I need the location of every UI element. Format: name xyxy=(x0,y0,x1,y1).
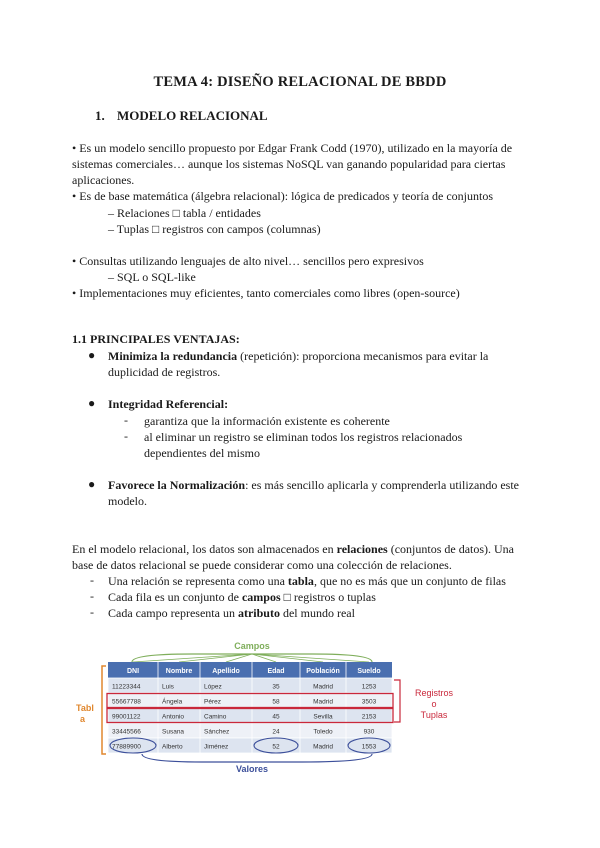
table-cell: Madrid xyxy=(313,743,333,751)
sub-item-continuation: dependientes del mismo xyxy=(144,446,260,460)
bold-term: campos xyxy=(241,590,281,604)
table-cell: 1253 xyxy=(361,683,377,691)
section-title: MODELO RELACIONAL xyxy=(117,108,268,123)
label-tabla: Tabl xyxy=(76,703,94,713)
text-run: □ registros o tuplas xyxy=(280,590,376,604)
text-run: (conjuntos de datos). Una xyxy=(387,542,515,556)
table-row xyxy=(108,708,392,723)
dash-icon: - xyxy=(90,605,94,619)
list-item-continuation: modelo. xyxy=(108,494,147,508)
table-cell: 35 xyxy=(272,683,280,691)
list-item-continuation: duplicidad de registros. xyxy=(108,365,221,379)
table-header-cell: Nombre xyxy=(165,668,193,675)
paragraph-line: • Es un modelo sencillo propuesto por Edgar Frank Codd (1970), utilizado en la mayoría de xyxy=(72,141,513,155)
table-row xyxy=(108,678,392,693)
table-cell: Madrid xyxy=(313,683,333,691)
paragraph-line: – Relaciones □ tabla / entidades xyxy=(108,206,261,220)
table-cell: 99001122 xyxy=(112,713,141,721)
bold-term: tabla xyxy=(287,574,314,588)
table-cell: 52 xyxy=(272,743,280,751)
label-campos: Campos xyxy=(234,641,270,651)
paragraph-line: • Es de base matemática (álgebra relacional): lógica de predicados y teoría de conjuntos xyxy=(72,189,494,203)
table-header-bg xyxy=(108,662,392,678)
section-number: 1. xyxy=(95,108,105,123)
valores-bracket xyxy=(142,754,372,762)
table-cell: 45 xyxy=(272,713,280,721)
table-header-cell: Apellido xyxy=(212,668,240,675)
list-item-minimiza xyxy=(108,348,488,364)
text-run: Cada campo representa un xyxy=(108,606,238,620)
bullet-icon: ● xyxy=(88,348,96,362)
list-item-normalizacion xyxy=(108,477,519,493)
table-cell: Pérez xyxy=(204,698,221,706)
table-row xyxy=(108,693,392,708)
registros-bracket xyxy=(394,680,400,722)
subsection-heading: 1.1 PRINCIPALES VENTAJAS: xyxy=(72,332,240,346)
table-cell: 2153 xyxy=(361,713,377,721)
table-cell: Luis xyxy=(162,683,174,691)
text-run: Cada fila es un conjunto de xyxy=(108,590,242,604)
table-header-cell: Sueldo xyxy=(357,668,381,675)
bold-term: atributo xyxy=(237,606,280,620)
text-run: , que no es más que un conjunto de filas xyxy=(313,574,506,588)
dash-icon: - xyxy=(124,413,128,427)
bullet-icon: ● xyxy=(88,396,96,410)
table-cell: 3503 xyxy=(361,698,377,706)
text-run: Una relación se representa como una xyxy=(108,574,288,588)
paragraph-line xyxy=(72,541,514,557)
table-cell: Camino xyxy=(204,713,227,721)
table-cell: 33445566 xyxy=(112,728,141,736)
paragraph-line: – SQL o SQL-like xyxy=(108,270,196,284)
table-row xyxy=(108,723,392,738)
list-item-integridad xyxy=(108,396,228,412)
data-table xyxy=(107,662,393,753)
bold-term: relaciones xyxy=(336,542,388,556)
tabla-bracket xyxy=(102,666,106,754)
text-run: del mundo real xyxy=(279,606,355,620)
table-header-cell: Población xyxy=(306,668,340,675)
table-cell: 55667788 xyxy=(112,698,141,706)
list-item-fila xyxy=(108,589,376,605)
table-cell: 24 xyxy=(272,728,280,736)
dash-icon: - xyxy=(124,429,128,443)
table-cell: Ángela xyxy=(162,698,183,706)
table-cell: 11223344 xyxy=(112,683,141,691)
bold-term: Integridad Referencial: xyxy=(108,397,229,411)
sub-item-text: al eliminar un registro se eliminan todos los registros relacionados xyxy=(144,430,463,444)
campos-bracket xyxy=(132,654,372,662)
table-cell: López xyxy=(204,683,222,691)
label-tabla-continuation: a xyxy=(80,714,86,724)
table-cell: Jiménez xyxy=(204,743,229,751)
table-cell: 930 xyxy=(363,728,375,736)
paragraph-line: – Tuplas □ registros con campos (columnas) xyxy=(108,222,321,236)
table-cell: 1553 xyxy=(361,743,377,751)
table-cell: Madrid xyxy=(313,698,333,706)
campos-arrows xyxy=(133,654,369,662)
table-cell: Alberto xyxy=(162,743,183,751)
table-cell: Antonio xyxy=(162,713,185,721)
list-item-campo xyxy=(108,605,355,621)
text-run: En el modelo relacional, los datos son almacenados en xyxy=(72,542,337,556)
bullet-icon: ● xyxy=(88,477,96,491)
paragraph-line: • Consultas utilizando lenguajes de alto nivel… sencillos pero expresivos xyxy=(72,254,424,268)
paragraph-line: • Implementaciones muy eficientes, tanto comerciales como libres (open-source) xyxy=(72,286,460,300)
paragraph-line: sistemas comerciales… aunque los sistemas NoSQL van ganando popularidad para ciertas xyxy=(72,157,506,171)
table-cell: Sánchez xyxy=(204,728,230,736)
list-item-text: (repetición): proporciona mecanismos para evitar la xyxy=(237,349,489,363)
list-item-relacion xyxy=(108,573,506,589)
bold-term: Favorece la Normalización xyxy=(108,478,246,492)
paragraph-line: base de datos relacional se puede considerar como una colección de relaciones. xyxy=(72,558,452,572)
table-cell: 58 xyxy=(272,698,280,706)
section-heading-modelo-relacional xyxy=(95,108,268,124)
label-valores: Valores xyxy=(235,764,269,774)
table-cell: Susana xyxy=(162,728,185,736)
table-cell: Toledo xyxy=(313,728,333,736)
label-registros: Registros xyxy=(414,688,454,698)
dash-icon: - xyxy=(90,589,94,603)
dash-icon: - xyxy=(90,573,94,587)
paragraph-line: aplicaciones. xyxy=(72,173,135,187)
table-cell: Sevilla xyxy=(313,713,333,721)
label-tuplas: Tuplas xyxy=(420,710,448,720)
bold-term: Minimiza la redundancia xyxy=(108,349,238,363)
table-header-cell: Edad xyxy=(267,668,285,675)
list-item-text: : es más sencillo aplicarla y comprenderla utilizando este xyxy=(245,478,519,492)
label-registros-o: o xyxy=(431,699,437,709)
table-cell: 77889900 xyxy=(112,743,141,751)
table-header-cell: DNI xyxy=(126,668,140,675)
sub-item-text: garantiza que la información existente es coherente xyxy=(144,414,390,428)
relational-table-figure xyxy=(72,636,472,776)
page-title: TEMA 4: DISEÑO RELACIONAL DE BBDD xyxy=(153,74,447,90)
